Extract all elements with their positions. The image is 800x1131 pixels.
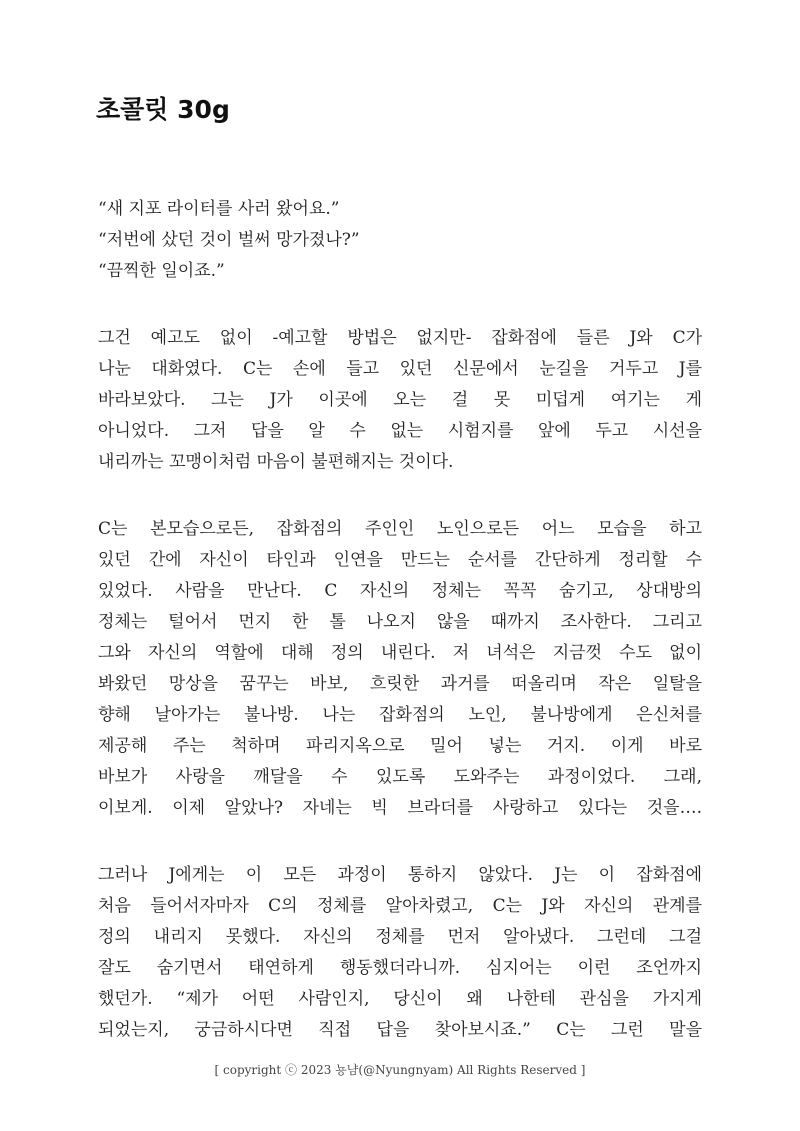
paragraph-1 (98, 323, 702, 478)
paragraph-line: 있던 간에 자신이 타인과 인연을 만드는 순서를 간단하게 정리할 수 (98, 550, 702, 570)
paragraph-3 (98, 860, 702, 1046)
paragraph-line: 내리까는 꼬맹이처럼 마음이 불편해지는 것이다. (98, 452, 454, 472)
paragraph-line: 그건 예고도 없이 -예고할 방법은 없지만- 잡화점에 들른 J와 C가 (98, 328, 702, 348)
document-title: 초콜릿 30g (96, 95, 230, 124)
paragraph-line: 이보게. 이제 알았나? 자네는 빅 브라더를 사랑하고 있다는 것을…. (98, 798, 702, 818)
paragraph-line: 바라보았다. 그는 J가 이곳에 오는 걸 못 미덥게 여기는 게 (98, 390, 702, 410)
dialogue-line: “새 지포 라이터를 사러 왔어요.” (98, 199, 340, 219)
paragraph-line: C는 본모습으로든, 잡화점의 주인인 노인으로든 어느 모습을 하고 (98, 519, 702, 539)
paragraph-line: 잘도 숨기면서 태연하게 행동했더라니까. 심지어는 이런 조언까지 (98, 958, 702, 978)
paragraph-line: 나눈 대화였다. C는 손에 들고 있던 신문에서 눈길을 거두고 J를 (98, 359, 702, 379)
paragraph-line: 아니었다. 그저 답을 알 수 없는 시험지를 앞에 두고 시선을 (98, 421, 702, 441)
paragraph-2 (98, 514, 702, 824)
paragraph-line: 있었다. 사람을 만난다. C 자신의 정체는 꼭꼭 숨기고, 상대방의 (98, 581, 702, 601)
paragraph-line: 했던가. “제가 어떤 사람인지, 당신이 왜 나한테 관심을 가지게 (98, 989, 702, 1009)
paragraph-line: 그와 자신의 역할에 대해 정의 내린다. 저 녀석은 지금껏 수도 없이 (98, 643, 702, 663)
opening-dialogue (98, 194, 702, 287)
paragraph-line: 정체는 털어서 먼지 한 톨 나오지 않을 때까지 조사한다. 그리고 (98, 612, 702, 632)
dialogue-line: “끔찍한 일이죠.” (98, 261, 225, 281)
paragraph-line: 바보가 사랑을 깨달을 수 있도록 도와주는 과정이었다. 그래, (98, 767, 702, 787)
paragraph-line: 봐왔던 망상을 꿈꾸는 바보, 흐릿한 과거를 떠올리며 작은 일탈을 (98, 674, 702, 694)
paragraph-line: 처음 들어서자마자 C의 정체를 알아차렸고, C는 J와 자신의 관계를 (98, 896, 702, 916)
paragraph-line: 그러나 J에게는 이 모든 과정이 통하지 않았다. J는 이 잡화점에 (98, 865, 702, 885)
paragraph-line: 향해 날아가는 불나방. 나는 잡화점의 노인, 불나방에게 은신처를 (98, 705, 702, 725)
paragraph-line: 제공해 주는 척하며 파리지옥으로 밀어 넣는 거지. 이게 바로 (98, 736, 702, 756)
dialogue-line: “저번에 샀던 것이 벌써 망가졌나?” (98, 230, 360, 250)
paragraph-line: 정의 내리지 못했다. 자신의 정체를 먼저 알아냈다. 그런데 그걸 (98, 927, 702, 947)
paragraph-line: 되었는지, 궁금하시다면 직접 답을 찾아보시죠.” C는 그런 말을 (98, 1020, 702, 1040)
document-body (98, 194, 702, 1046)
copyright-footer: [ copyright ⓒ 2023 뇽냠(@Nyungnyam) All Rights Reserved ] (214, 1063, 586, 1077)
